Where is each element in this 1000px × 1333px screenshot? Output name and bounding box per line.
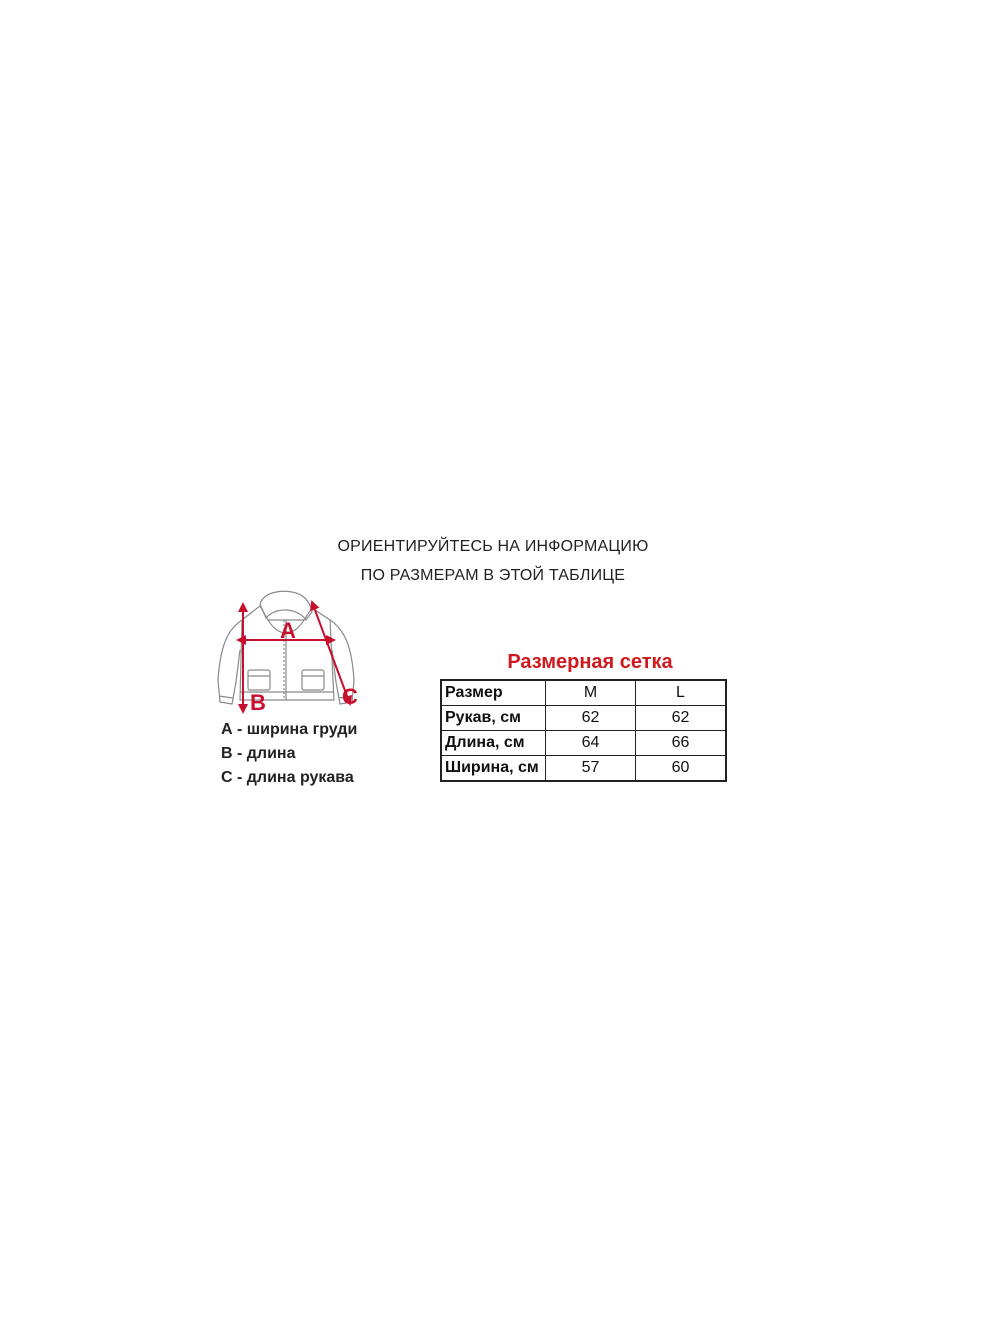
table-cell: 66 bbox=[636, 731, 727, 756]
table-header-l: L bbox=[636, 680, 727, 706]
legend-item-length: В - длина bbox=[221, 745, 296, 762]
table-header-m: M bbox=[546, 680, 636, 706]
table-cell: 64 bbox=[546, 731, 636, 756]
table-header-row bbox=[441, 680, 726, 706]
table-cell: 57 bbox=[546, 756, 636, 782]
table-row-label: Рукав, см bbox=[441, 706, 546, 731]
diagram-label-a: A bbox=[280, 618, 296, 643]
table-header-size: Размер bbox=[441, 680, 546, 706]
heading-line-2: ПО РАЗМЕРАМ В ЭТОЙ ТАБЛИЦЕ bbox=[360, 567, 626, 584]
table-cell: 60 bbox=[636, 756, 727, 782]
table-row-label: Ширина, см bbox=[441, 756, 546, 782]
jacket-outline bbox=[218, 591, 354, 704]
heading-line-1: ОРИЕНТИРУЙТЕСЬ НА ИНФОРМАЦИЮ bbox=[337, 538, 649, 555]
diagram-label-c: C bbox=[342, 684, 358, 709]
legend-item-sleeve-length: С - длина рукава bbox=[221, 769, 354, 786]
table-row bbox=[441, 706, 726, 731]
legend-item-chest-width: А - ширина груди bbox=[221, 721, 358, 738]
diagram-label-b: B bbox=[250, 690, 266, 715]
size-table-title: Размерная сетка bbox=[507, 651, 673, 673]
table-row bbox=[441, 756, 726, 782]
size-table bbox=[440, 679, 727, 782]
jacket-measurement-diagram bbox=[208, 590, 368, 715]
table-cell: 62 bbox=[546, 706, 636, 731]
table-row bbox=[441, 731, 726, 756]
table-cell: 62 bbox=[636, 706, 727, 731]
table-row-label: Длина, см bbox=[441, 731, 546, 756]
